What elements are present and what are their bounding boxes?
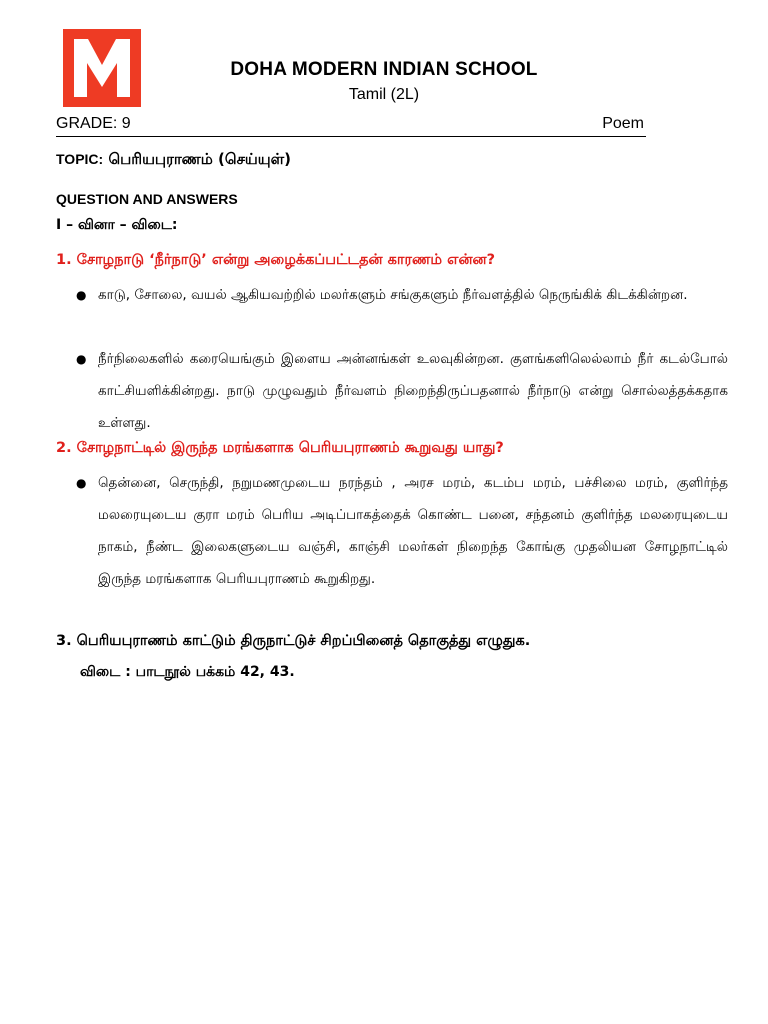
- category-label: Poem: [602, 115, 644, 132]
- vina-heading: I – வினா – விடை:: [56, 217, 178, 233]
- topic-label: TOPIC:: [56, 151, 104, 167]
- bullet-icon: ●: [76, 476, 87, 490]
- bullet-icon: ●: [76, 352, 87, 366]
- final-answer: விடை : பாடநூல் பக்கம் 42, 43.: [80, 664, 295, 680]
- qa-heading: QUESTION AND ANSWERS: [56, 191, 238, 207]
- topic-line: [56, 150, 291, 170]
- school-name: DOHA MODERN INDIAN SCHOOL: [230, 59, 538, 80]
- grade-row: [56, 115, 646, 137]
- answer-1-2: நீர்நிலைகளில் கரையெங்கும் இளைய அன்னங்கள் உலவுகின்றன. குளங்களிலெல்லாம் நீர் கடல்போல் காட்சியளிக்கின்றது. நாடு முழுவதும் நீர்வளம் நிறைந்திருப்பதனால் நீர்நாடு என்று சொல்லத்தக்கதாக உள்ளது.: [98, 351, 728, 431]
- question-2: 2. சோழநாட்டில் இருந்த மரங்களாக பெரியபுராணம் கூறுவது யாது?: [56, 440, 504, 456]
- question-3: 3. பெரியபுராணம் காட்டும் திருநாட்டுச் சிறப்பினைத் தொகுத்து எழுதுக.: [56, 633, 531, 649]
- topic-text: பெரியபுராணம் (செய்யுள்): [108, 150, 292, 168]
- subject-title: Tamil (2L): [348, 86, 420, 103]
- bullet-icon: ●: [76, 288, 87, 302]
- answer-1-1: காடு, சோலை, வயல் ஆகியவற்றில் மலர்களும் சங்குகளும் நீர்வளத்தில் நெருங்கிக் கிடக்கின்றன.: [98, 287, 688, 303]
- question-1: 1. சோழநாடு ‘நீர்நாடு’ என்று அழைக்கப்பட்டதன் காரணம் என்ன?: [56, 252, 496, 268]
- grade-label: GRADE: 9: [56, 115, 131, 132]
- answer-2-1: தென்னை, செருந்தி, நறுமணமுடைய நரந்தம் , அரச மரம், கடம்ப மரம், பச்சிலை மரம், குளிர்ந்த மலரையுடைய குரா மரம் பெரிய அடிப்பாகத்தைக் கொண்ட பனை, சந்தனம் குளிர்ந்த மலரையுடைய நாகம், நீண்ட இலைகளுடைய வஞ்சி, காஞ்சி மலர்கள் நிறைந்த கோங்கு முதலியன சோழநாட்டில் இருந்த மரங்களாக பெரியபுராணம் கூறுகிறது.: [98, 475, 728, 587]
